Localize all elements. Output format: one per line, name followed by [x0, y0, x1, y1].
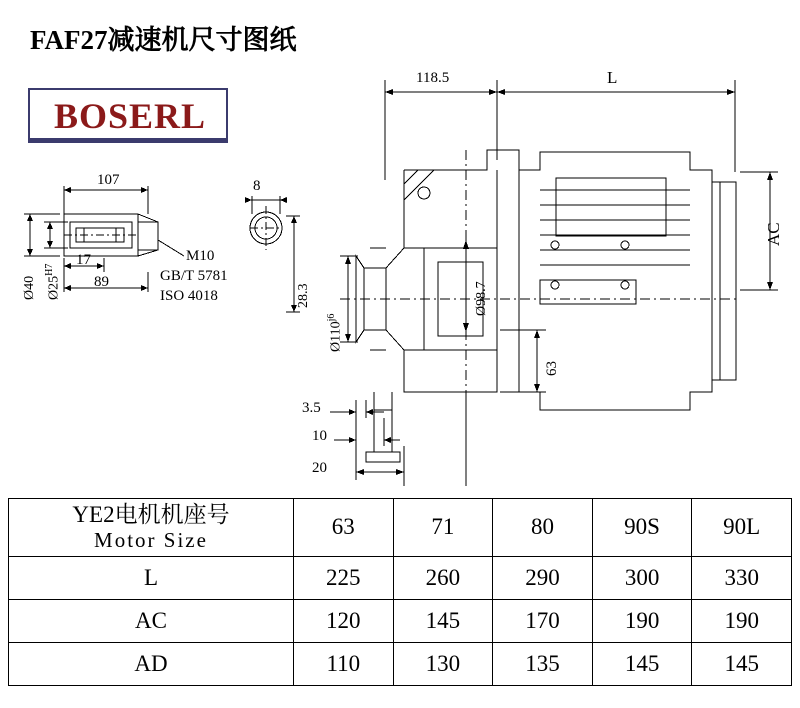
page-title: FAF27减速机尺寸图纸	[30, 25, 297, 55]
table-header-label-en: Motor Size	[94, 528, 208, 553]
dim-89-label: 89	[94, 274, 109, 290]
row-AC-value-3: 190	[592, 599, 692, 642]
row-AD-value-1: 130	[393, 642, 493, 685]
dim-dia25h7-label	[44, 264, 63, 300]
dim-AC-label: AC	[764, 222, 783, 246]
row-AD-value-4: 145	[692, 642, 792, 685]
dim-3-5-label: 3.5	[302, 400, 321, 416]
bolt-m10-label: M10	[186, 248, 215, 264]
dim-dia110-sup: j6	[326, 313, 337, 322]
dim-63-label: 63	[544, 361, 560, 376]
dim-dia110-value: Ø110	[328, 321, 344, 352]
dim-17-label: 17	[76, 252, 91, 268]
row-AD-value-0: 110	[294, 642, 394, 685]
dim-dia40-label: Ø40	[22, 275, 37, 300]
dim-dia25h7-sup: H7	[44, 263, 55, 276]
table-header-label-cell	[9, 499, 294, 557]
row-AD-value-2: 135	[493, 642, 593, 685]
row-label-AD: AD	[9, 642, 294, 685]
logo-text: BOSERL	[53, 96, 207, 136]
dim-28-3-label: 28.3	[296, 283, 311, 308]
row-label-AC: AC	[9, 599, 294, 642]
table-header-row	[9, 499, 792, 557]
row-AD-value-3: 145	[592, 642, 692, 685]
row-L-value-2: 290	[493, 556, 593, 599]
motor-size-table-wrap	[8, 498, 792, 686]
motor-size-cell-3: 90S	[592, 499, 692, 557]
row-L-value-3: 300	[592, 556, 692, 599]
row-AC-value-0: 120	[294, 599, 394, 642]
dim-dia25h7-value: Ø25	[46, 275, 62, 300]
dim-10-label: 10	[312, 428, 327, 444]
bolt-standard-gb-label: GB/T 5781	[160, 268, 228, 284]
row-label-L: L	[9, 556, 294, 599]
dim-8-label: 8	[253, 178, 261, 194]
motor-size-cell-1: 71	[393, 499, 493, 557]
motor-size-cell-2: 80	[493, 499, 593, 557]
dim-dia98-7-label: Ø98.7	[474, 281, 489, 316]
row-AC-value-2: 170	[493, 599, 593, 642]
dim-dia110-label	[326, 314, 345, 352]
dim-L-label: L	[607, 68, 618, 87]
table-row	[9, 642, 792, 685]
row-L-value-0: 225	[294, 556, 394, 599]
row-L-value-4: 330	[692, 556, 792, 599]
motor-size-table	[8, 498, 792, 686]
motor-size-cell-0: 63	[294, 499, 394, 557]
motor-size-cell-4: 90L	[692, 499, 792, 557]
table-header-label-cn: YE2电机机座号	[72, 502, 230, 527]
table-row	[9, 599, 792, 642]
row-AC-value-4: 190	[692, 599, 792, 642]
bolt-standard-iso-label: ISO 4018	[160, 288, 218, 304]
dim-20-label: 20	[312, 460, 327, 476]
table-row	[9, 556, 792, 599]
row-L-value-1: 260	[393, 556, 493, 599]
dim-107-label: 107	[97, 172, 120, 188]
dim-118-5-label: 118.5	[416, 70, 450, 86]
row-AC-value-1: 145	[393, 599, 493, 642]
